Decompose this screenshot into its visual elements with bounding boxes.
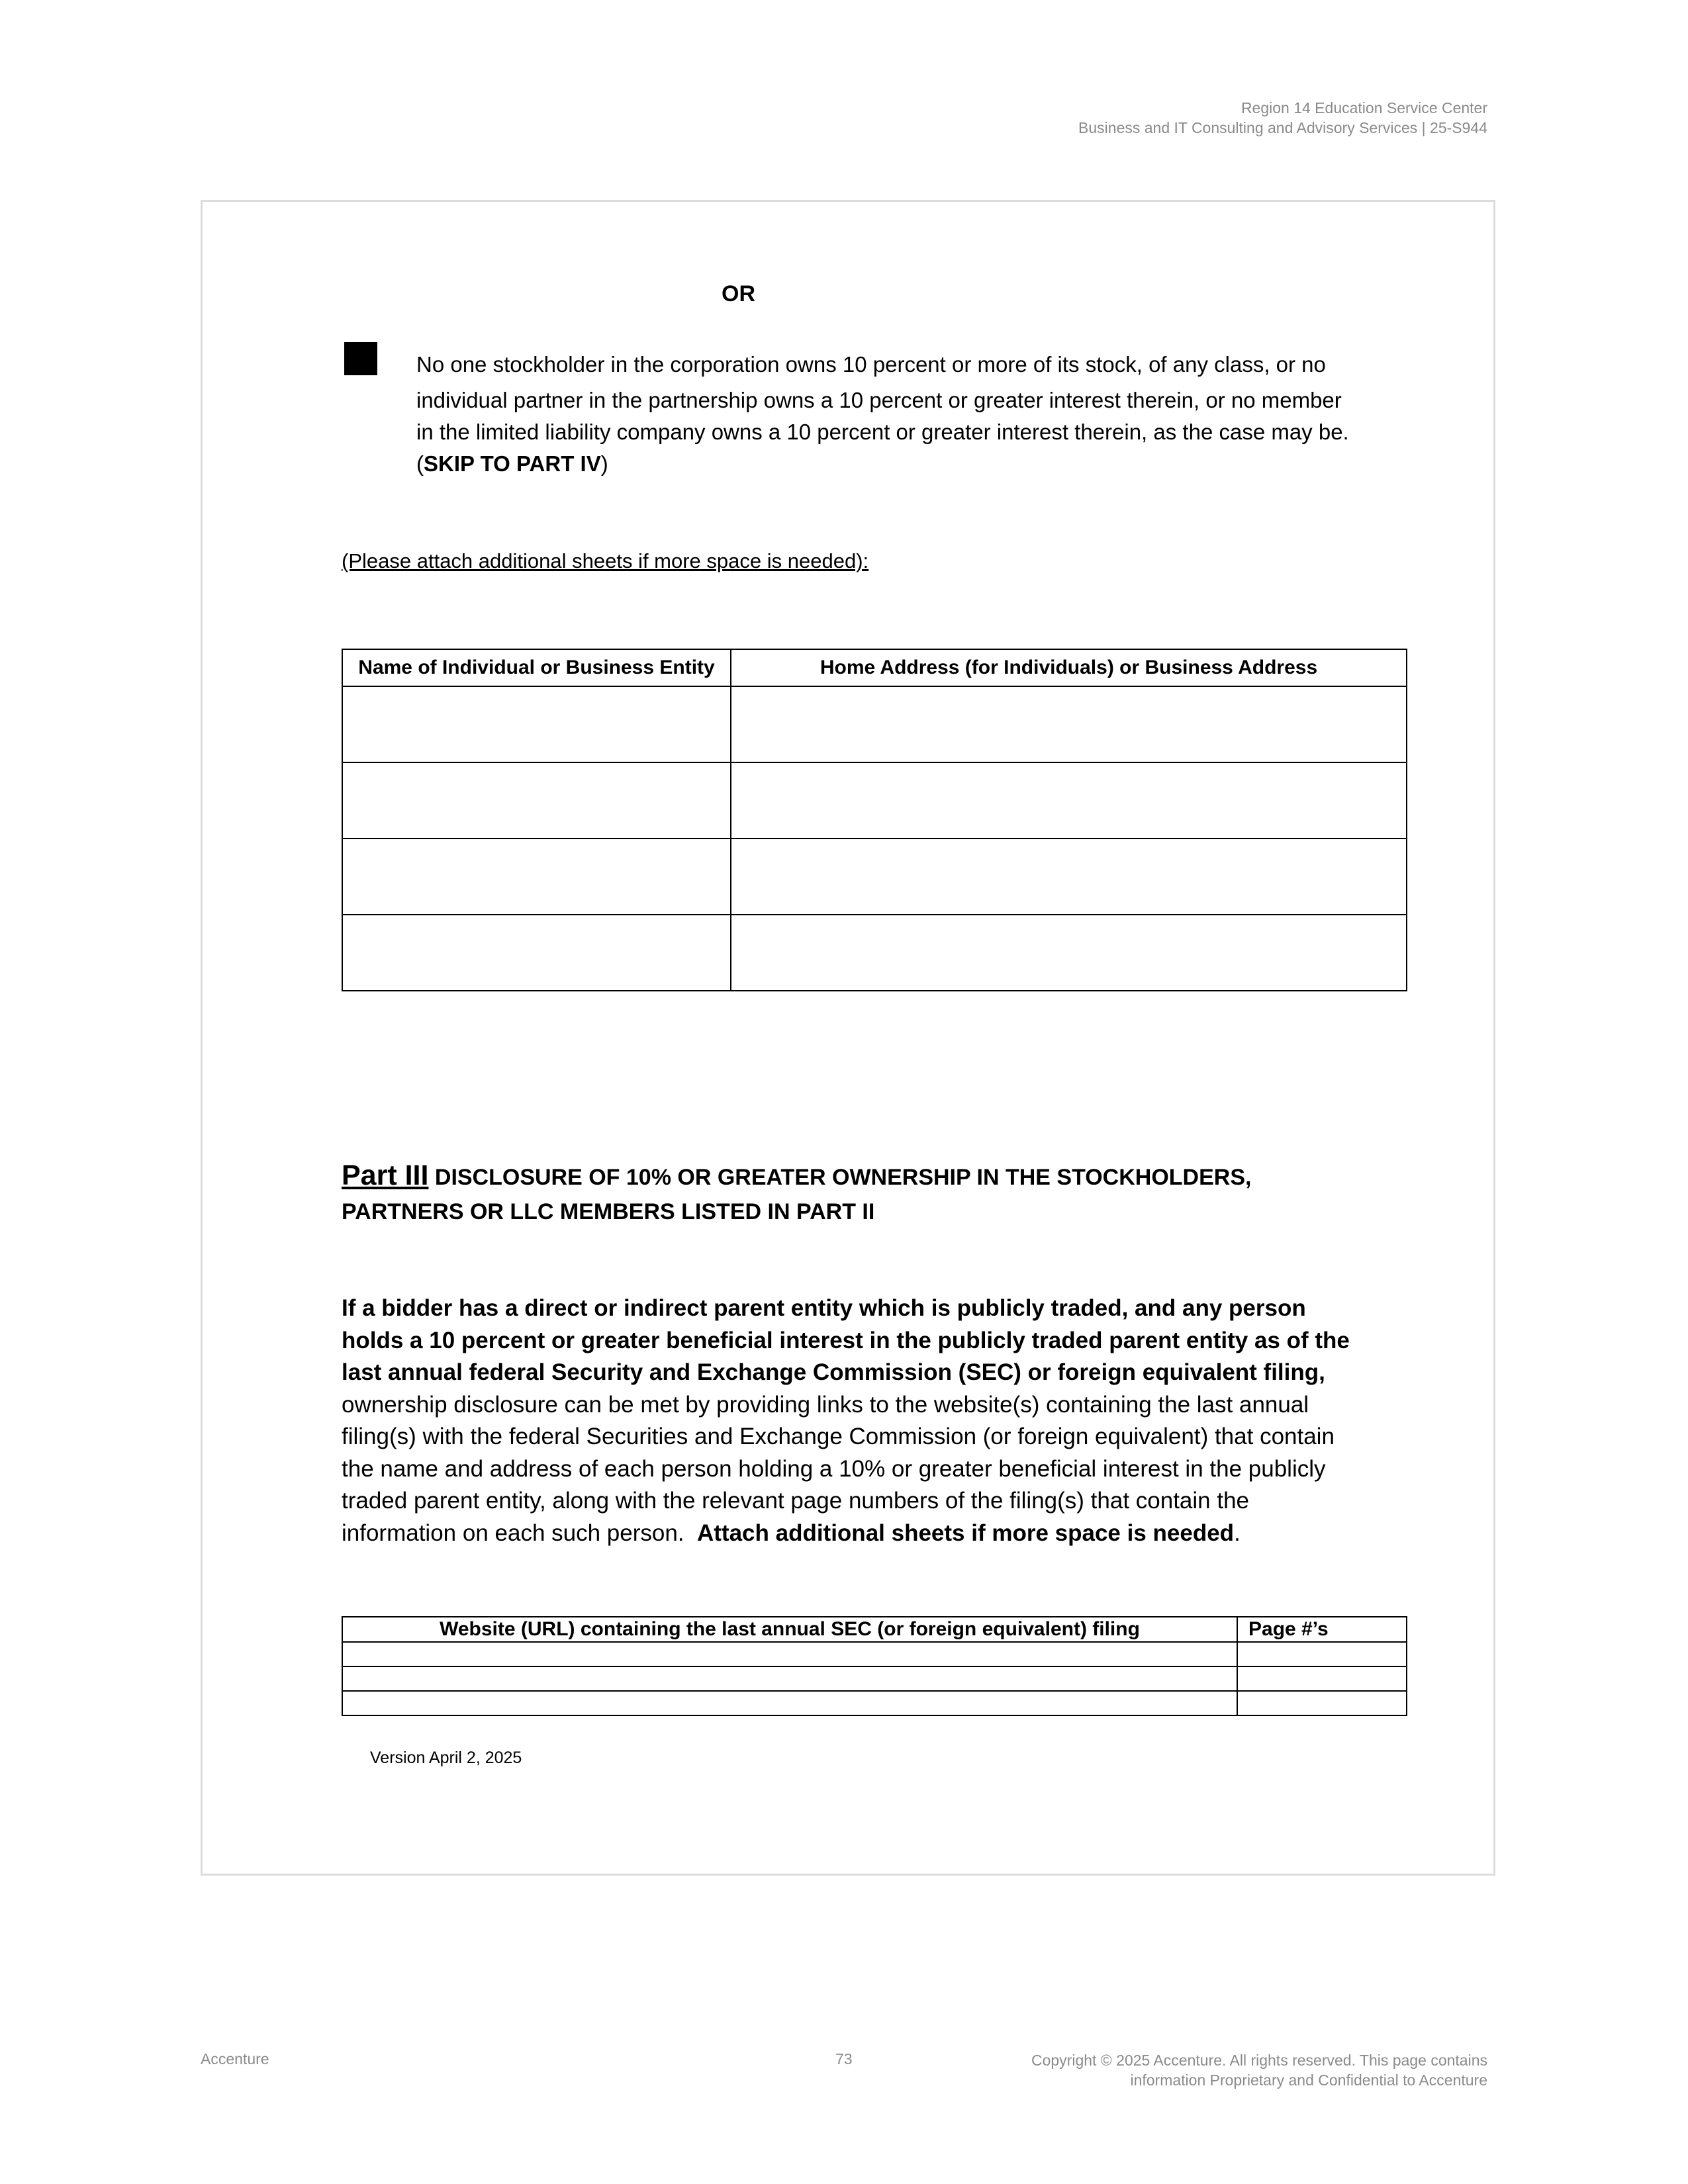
owner-name-cell[interactable] (342, 839, 731, 915)
table-row (342, 915, 1407, 991)
paragraph-bold-line-1: If a bidder has a direct or indirect parent entity which is publicly traded, and any person (342, 1295, 1306, 1321)
page-header (1078, 98, 1487, 138)
table-row (342, 686, 1407, 762)
paragraph-line-7: traded parent entity, along with the relevant page numbers of the filing(s) that contain the (342, 1488, 1250, 1514)
header-line-2: Business and IT Consulting and Advisory Services | 25-S944 (1078, 119, 1487, 136)
owner-address-cell[interactable] (731, 915, 1407, 991)
paragraph-line-6: the name and address of each person holding a 10% or greater beneficial interest in the publicly (342, 1455, 1326, 1482)
option-line-2: individual partner in the partnership owns a 10 percent or greater interest therein, or no member (416, 388, 1342, 412)
owners-header-name: Name of Individual or Business Entity (342, 649, 731, 686)
paragraph-line-5: filing(s) with the federal Securities and Exchange Commission (or foreign equivalent) that contain (342, 1424, 1335, 1449)
owners-header-row (342, 649, 1407, 686)
paragraph-line-4: ownership disclosure can be met by providing links to the website(s) containing the last annual (342, 1391, 1309, 1418)
filing-pages-cell[interactable] (1237, 1642, 1407, 1666)
part-iii-title-line-1: DISCLOSURE OF 10% OR GREATER OWNERSHIP IN THE STOCKHOLDERS, (428, 1165, 1252, 1190)
owners-table (342, 649, 1407, 991)
filing-url-cell[interactable] (342, 1691, 1237, 1715)
paragraph-line-8: information on each such person. (342, 1520, 697, 1546)
table-row (342, 1666, 1407, 1691)
embedded-form-page (201, 200, 1495, 1876)
part-iii-title-line-2: PARTNERS OR LLC MEMBERS LISTED IN PART II (342, 1199, 875, 1224)
option-line-4-open: ( (416, 451, 424, 476)
paragraph-bold-line-3: last annual federal Security and Exchange Commission (SEC) or foreign equivalent filing, (342, 1359, 1325, 1385)
option-line-4 (416, 448, 1423, 480)
filing-url-cell[interactable] (342, 1666, 1237, 1691)
table-row (342, 839, 1407, 915)
option-text (416, 349, 1423, 480)
filings-header-pages: Page #’s (1237, 1617, 1407, 1642)
version-label: Version April 2, 2025 (370, 1749, 522, 1767)
attach-note: (Please attach additional sheets if more space is needed): (342, 549, 869, 572)
paragraph-line-8-end: . (1234, 1520, 1241, 1546)
owners-header-address: Home Address (for Individuals) or Business Address (731, 649, 1407, 686)
filing-pages-cell[interactable] (1237, 1666, 1407, 1691)
filing-url-cell[interactable] (342, 1642, 1237, 1666)
filings-header-row (342, 1617, 1407, 1642)
copyright-line-2: information Proprietary and Confidential to Accenture (1130, 2071, 1487, 2089)
option-line-4-close: ) (600, 451, 608, 476)
owner-address-cell[interactable] (731, 686, 1407, 762)
paragraph-bold-line-2: holds a 10 percent or greater beneficial interest in the publicly traded parent entity as of the (342, 1327, 1350, 1353)
part-iii-heading (342, 1158, 1414, 1229)
table-row (342, 1691, 1407, 1715)
skip-instruction: SKIP TO PART IV (424, 451, 601, 476)
footer-copyright (1031, 2050, 1487, 2090)
option-line-1: No one stockholder in the corporation owns 10 percent or more of its stock, of any class, or no (416, 352, 1326, 377)
copyright-line-1: Copyright © 2025 Accenture. All rights reserved. This page contains (1031, 2052, 1487, 2069)
owner-address-cell[interactable] (731, 839, 1407, 915)
footer-company: Accenture (201, 2050, 269, 2068)
table-row (342, 1642, 1407, 1666)
or-heading: OR (722, 281, 755, 306)
owner-name-cell[interactable] (342, 915, 731, 991)
attach-sheets-instruction: Attach additional sheets if more space is needed (696, 1520, 1235, 1546)
filing-pages-cell[interactable] (1237, 1691, 1407, 1715)
header-line-1: Region 14 Education Service Center (1241, 99, 1487, 116)
part-iii-label: Part III (342, 1160, 429, 1191)
owner-address-cell[interactable] (731, 762, 1407, 839)
option-line-3: in the limited liability company owns a 10 percent or greater interest therein, as the case may be. (416, 420, 1349, 444)
filings-table (342, 1616, 1407, 1716)
owner-name-cell[interactable] (342, 762, 731, 839)
owner-name-cell[interactable] (342, 686, 731, 762)
option-checkbox[interactable] (344, 342, 377, 375)
filings-header-url: Website (URL) containing the last annual SEC (or foreign equivalent) filing (342, 1617, 1237, 1642)
disclosure-paragraph (342, 1293, 1427, 1549)
table-row (342, 762, 1407, 839)
page-number: 73 (835, 2050, 853, 2068)
